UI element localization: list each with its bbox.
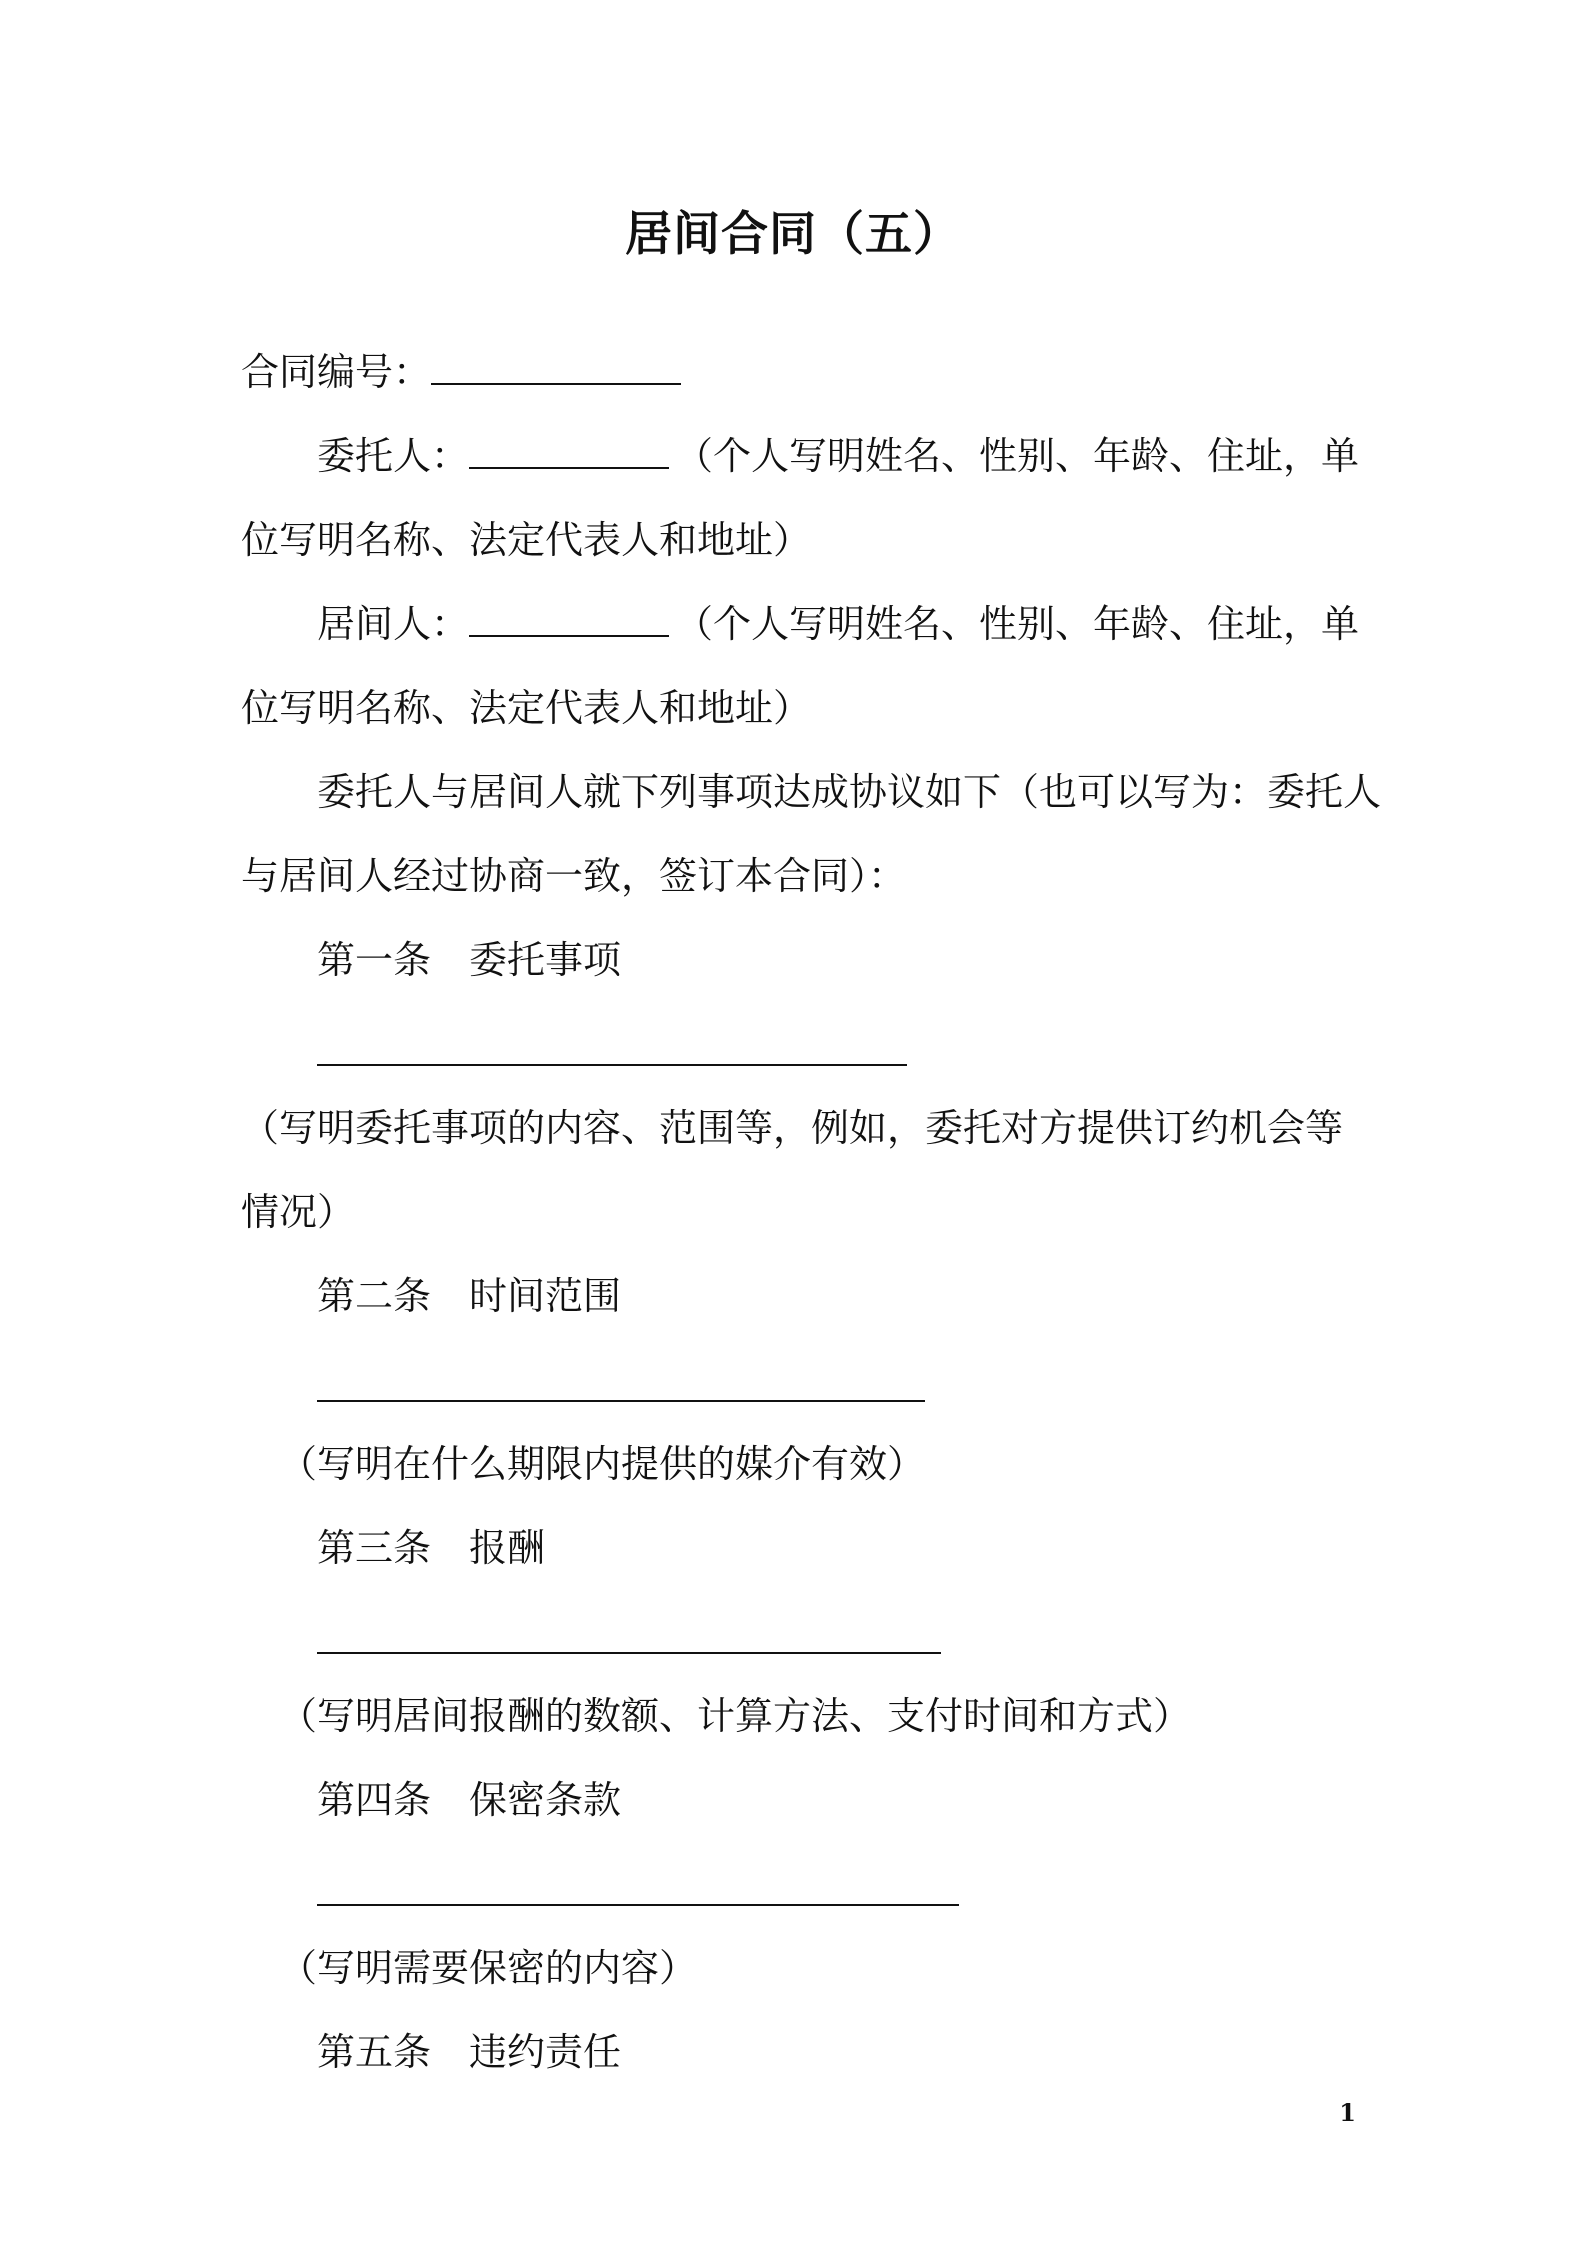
- preamble-row-1: [241, 750, 1382, 834]
- client-label: 委托人：: [317, 434, 470, 478]
- article-5-heading: 违约责任: [469, 2030, 622, 2074]
- article-1-blank[interactable]: [317, 1064, 907, 1066]
- article-2-blank-row: [241, 1338, 1361, 1422]
- article-3-note-line1: （写明居间报酬的数额、计算方法、支付时间和方式）: [279, 1694, 1192, 1738]
- article-1-heading: 委托事项: [469, 938, 622, 982]
- article-2-note-line1: （写明在什么期限内提供的媒介有效）: [279, 1442, 926, 1486]
- client-note-line2: 位写明名称、法定代表人和地址）: [241, 518, 812, 562]
- article-1-note-row-1: [213, 1086, 1361, 1170]
- article-4-blank-row: [241, 1842, 1361, 1926]
- intermediary-note-row: [241, 666, 1361, 750]
- intermediary-note-line1: （个人写明姓名、性别、年龄、住址，单: [675, 602, 1360, 646]
- article-5-number: 第五条: [317, 2030, 432, 2074]
- article-1-number: 第一条: [317, 938, 432, 982]
- client-row: [241, 414, 1361, 498]
- article-3-blank[interactable]: [317, 1652, 941, 1654]
- article-4-heading: 保密条款: [469, 1778, 622, 1822]
- article-1-note-line1: （写明委托事项的内容、范围等，例如，委托对方提供订约机会等: [241, 1106, 1344, 1150]
- page-number: 1: [1339, 2098, 1356, 2127]
- intermediary-note-line2: 位写明名称、法定代表人和地址）: [241, 686, 812, 730]
- client-blank[interactable]: [469, 433, 669, 469]
- article-1-heading-row: [241, 918, 1361, 1002]
- client-note-line1: （个人写明姓名、性别、年龄、住址，单: [675, 434, 1360, 478]
- document-body: [241, 330, 1382, 2094]
- article-5-heading-row: [241, 2010, 1361, 2094]
- article-2-number: 第二条: [317, 1274, 432, 1318]
- article-1-note-line2: 情况）: [241, 1190, 356, 1234]
- contract-number-row: [241, 330, 1361, 414]
- preamble-line1: 委托人与居间人就下列事项达成协议如下（也可以写为：委托人: [317, 770, 1382, 814]
- intermediary-blank[interactable]: [469, 601, 669, 637]
- article-2-heading-row: [241, 1254, 1361, 1338]
- document-title: 居间合同（五）: [625, 207, 961, 262]
- article-1-blank-row: [241, 1002, 1361, 1086]
- article-4-note-row: [241, 1926, 1361, 2010]
- article-3-heading: 报酬: [469, 1526, 546, 1570]
- article-3-number: 第三条: [317, 1526, 432, 1570]
- intermediary-row: [241, 582, 1361, 666]
- article-3-heading-row: [241, 1506, 1361, 1590]
- contract-number-label: 合同编号：: [241, 350, 432, 394]
- article-4-heading-row: [241, 1758, 1361, 1842]
- article-1-note-row-2: [241, 1170, 1361, 1254]
- article-3-blank-row: [241, 1590, 1361, 1674]
- article-4-number: 第四条: [317, 1778, 432, 1822]
- preamble-line2: 与居间人经过协商一致，签订本合同）：: [241, 854, 907, 898]
- article-2-note-row: [241, 1422, 1361, 1506]
- client-note-row: [241, 498, 1361, 582]
- preamble-row-2: [241, 834, 1361, 918]
- article-4-blank[interactable]: [317, 1904, 959, 1906]
- contract-number-blank[interactable]: [431, 349, 681, 385]
- article-2-heading: 时间范围: [469, 1274, 622, 1318]
- article-4-note-line1: （写明需要保密的内容）: [279, 1946, 698, 1990]
- intermediary-label: 居间人：: [317, 602, 470, 646]
- article-3-note-row: [241, 1674, 1361, 1758]
- article-2-blank[interactable]: [317, 1400, 925, 1402]
